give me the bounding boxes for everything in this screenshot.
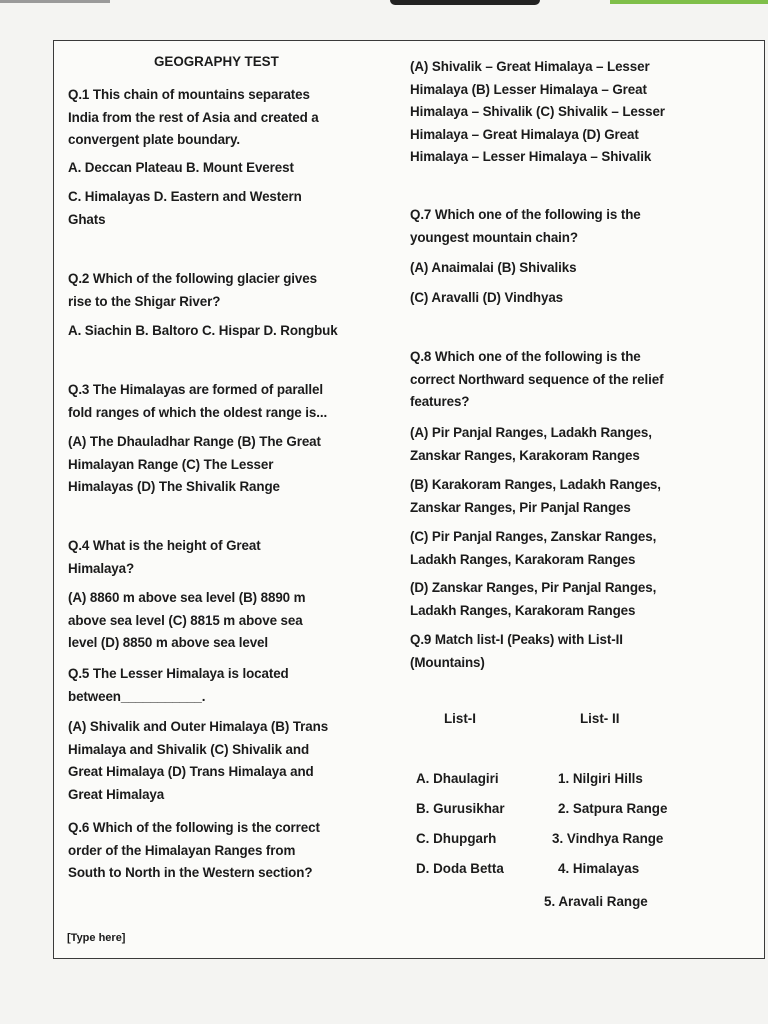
question-7-options-a: (A) Anaimalai (B) Shivaliks: [410, 260, 577, 275]
question-8-option-a: (A) Pir Panjal Ranges, Ladakh Ranges, Zanskar Ranges, Karakoram Ranges: [410, 425, 652, 463]
question-3-options: (A) The Dhauladhar Range (B) The Great Himalayan Range (C) The Lesser Himalayas (D) The Shivalik Range: [68, 434, 321, 495]
question-9: Q.9 Match list-I (Peaks) with List-II (Mountains): [410, 632, 623, 670]
question-3: Q.3 The Himalayas are formed of parallel fold ranges of which the oldest range is...: [68, 382, 328, 420]
question-8-option-b: (B) Karakoram Ranges, Ladakh Ranges, Zanskar Ranges, Pir Panjal Ranges: [410, 477, 661, 515]
page-title: GEOGRAPHY TEST: [154, 54, 279, 69]
question-8: Q.8 Which one of the following is the correct Northward sequence of the relief features?: [410, 349, 664, 410]
question-4-options: (A) 8860 m above sea level (B) 8890 m above sea level (C) 8815 m above sea level (D) 8850 m above sea level: [68, 590, 306, 651]
question-2-options: A. Siachin B. Baltoro C. Hispar D. Rongbuk: [68, 323, 338, 338]
scan-top-edge: [0, 0, 768, 6]
match-row: [410, 801, 750, 823]
mountain-name: 1. Nilgiri Hills: [558, 771, 643, 786]
test-sheet: [53, 40, 765, 959]
match-row: [410, 861, 750, 883]
peak-name: D. Doda Betta: [416, 861, 504, 876]
match-row: [410, 831, 750, 853]
scan-artifact-green: [610, 0, 768, 4]
question-8-option-d: (D) Zanskar Ranges, Pir Panjal Ranges, Ladakh Ranges, Karakoram Ranges: [410, 580, 657, 618]
list-2-header: List- II: [580, 711, 620, 726]
question-1-options-b: C. Himalayas D. Eastern and Western Ghats: [68, 189, 302, 227]
question-7: Q.7 Which one of the following is the youngest mountain chain?: [410, 207, 641, 245]
peak-name: B. Gurusikhar: [416, 801, 505, 816]
question-6-options: (A) Shivalik – Great Himalaya – Lesser Himalaya (B) Lesser Himalaya – Great Himalaya – Shivalik (C) Shivalik – Lesser Himalaya – Great Himalaya (D) Great Himalaya – Lesser Himalaya – Shivalik: [410, 59, 665, 165]
mountain-extra-item: 5. Aravali Range: [544, 894, 648, 909]
question-1-options-a: A. Deccan Plateau B. Mount Everest: [68, 160, 294, 175]
question-1: Q.1 This chain of mountains separates India from the rest of Asia and created a convergent plate boundary.: [68, 87, 319, 148]
mountain-name: 3. Vindhya Range: [552, 831, 664, 846]
mountain-name: 4. Himalayas: [558, 861, 640, 876]
scan-artifact-dark: [390, 0, 540, 5]
question-7-options-b: (C) Aravalli (D) Vindhyas: [410, 290, 564, 305]
question-8-option-c: (C) Pir Panjal Ranges, Zanskar Ranges, Ladakh Ranges, Karakoram Ranges: [410, 529, 657, 567]
footer-placeholder: [Type here]: [67, 932, 126, 944]
match-row: [410, 771, 750, 793]
question-5-options: (A) Shivalik and Outer Himalaya (B) Trans Himalaya and Shivalik (C) Shivalik and Great Himalaya (D) Trans Himalaya and Great Himalaya: [68, 719, 329, 802]
question-5: Q.5 The Lesser Himalaya is located between___________.: [68, 666, 289, 704]
peak-name: C. Dhupgarh: [416, 831, 497, 846]
question-6: Q.6 Which of the following is the correct order of the Himalayan Ranges from South to North in the Western section?: [68, 820, 320, 881]
peak-name: A. Dhaulagiri: [416, 771, 499, 786]
list-1-header: List-I: [444, 711, 476, 726]
mountain-name: 2. Satpura Range: [558, 801, 668, 816]
scan-artifact-gray: [0, 0, 110, 3]
question-4: Q.4 What is the height of Great Himalaya?: [68, 538, 261, 576]
question-2: Q.2 Which of the following glacier gives rise to the Shigar River?: [68, 271, 317, 309]
